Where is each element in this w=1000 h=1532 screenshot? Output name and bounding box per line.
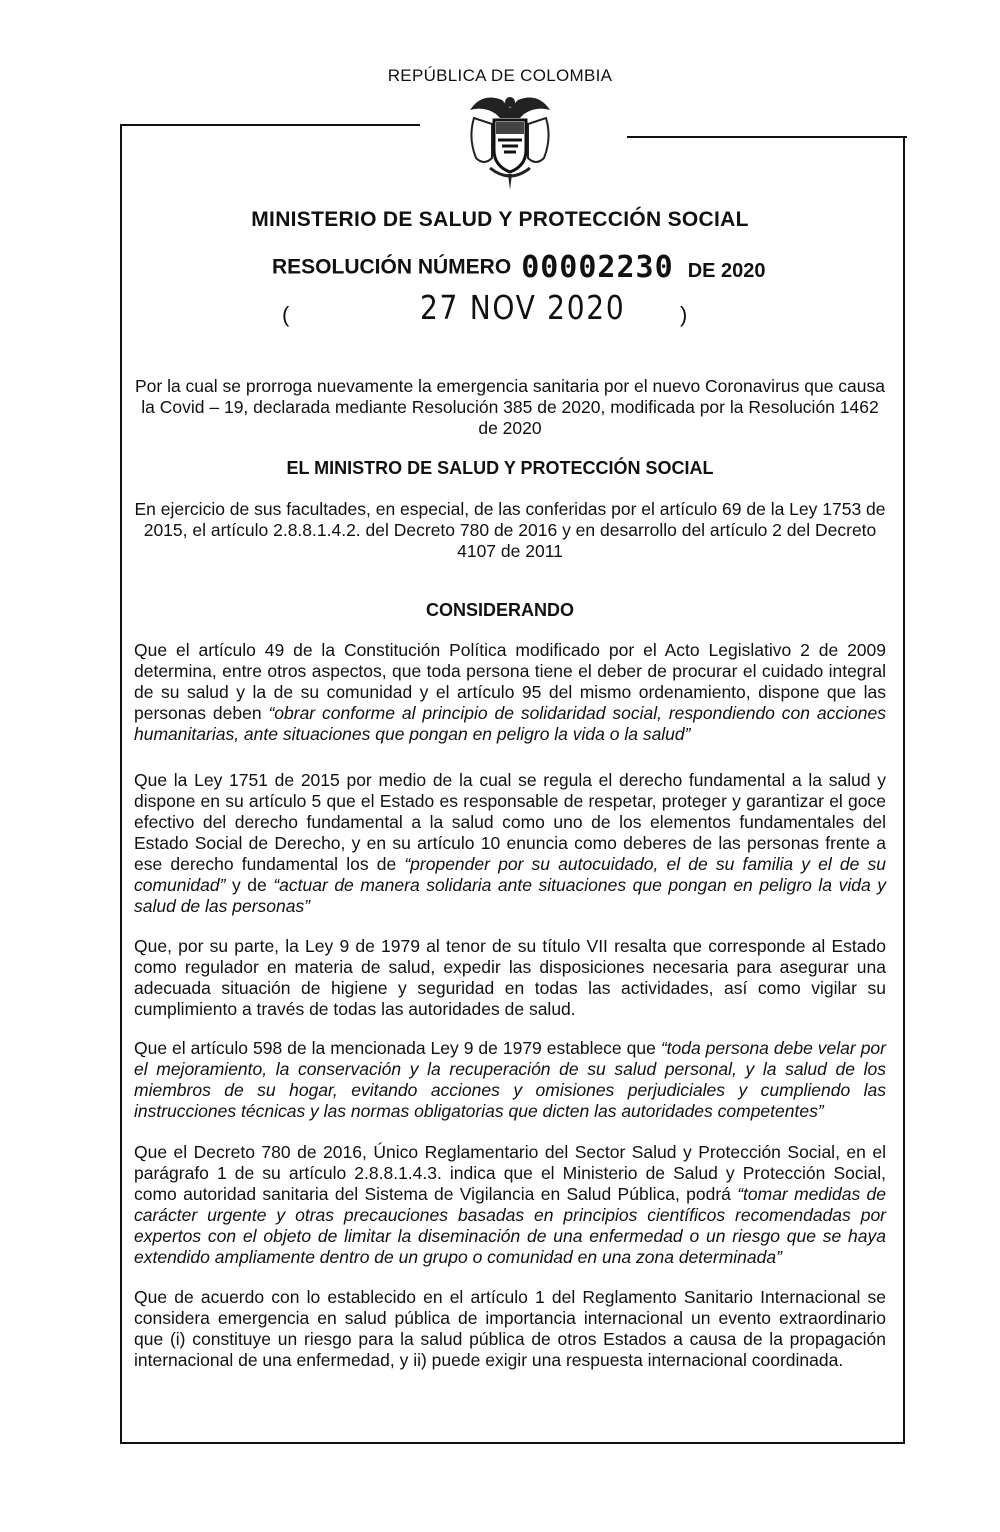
considerando-paragraph-2 [134,770,886,917]
authority-text: En ejercicio de sus facultades, en especial, de las conferidas por el artículo 69 de la Ley 1753 de 2015, el artículo 2.8.8.1.4.2. del Decreto 780 de 2016 y en desarrollo del artículo 2 del Decreto 4107 de 2011 [134,499,886,561]
resolution-summary: Por la cual se prorroga nuevamente la emergencia sanitaria por el nuevo Coronavirus que causa la Covid – 19, declarada mediante Resolución 385 de 2020, modificada por la Resolución 1462 de 2020 [134,376,885,438]
p4-text: Que el artículo 598 de la mencionada Ley 9 de 1979 establece que [134,1038,661,1058]
p4-quote: “toda persona debe velar por el mejoramiento, la conservación y la recuperación de su salud personal, y la salud de los miembros de su hogar, evitando acciones y omisiones perjudiciales y cumpliendo las instrucciones técnicas y las normas obligatorias que dicten las autoridades competentes” [134,1038,886,1121]
resolution-label: RESOLUCIÓN NÚMERO [272,255,512,279]
considerando-paragraph-3: Que, por su parte, la Ley 9 de 1979 al tenor de su título VII resalta que corresponde al Estado como regulador en materia de salud, expedir las disposiciones necesaria para asegurar una adecuada situación de higiene y seguridad en todas las actividades, así como vigilar su cumplimiento a través de todas las autoridades de salud. [134,936,886,1019]
considerando-paragraph-5 [134,1142,886,1268]
frame-left-line [120,124,122,1444]
resolution-year: DE 2020 [687,260,766,282]
resolution-line [272,250,766,285]
date-paren-close: ) [680,302,688,327]
date-stamp: 27 NOV 2020 [420,288,626,327]
authority-title: EL MINISTRO DE SALUD Y PROTECCIÓN SOCIAL [286,458,714,478]
frame-right-line [903,136,905,1444]
p1-quote: “obrar conforme al principio de solidaridad social, respondiendo con acciones humanitarias, ante situaciones que pongan en peligro la vida o la salud” [134,703,886,744]
ministry-title: MINISTERIO DE SALUD Y PROTECCIÓN SOCIAL [251,208,749,231]
p2-text-2: y de [225,875,274,895]
considerando-paragraph-4 [134,1038,886,1122]
p5-text: Que el Decreto 780 de 2016, Único Reglamentario del Sector Salud y Protección Social, en el parágrafo 1 de su artículo 2.8.8.1.4.3. indica que el Ministerio de Salud y Protección Social, como autoridad sanitaria del Sistema de Vigilancia en Salud Pública, podrá [134,1142,886,1204]
p2-quote-1: “propender por su autocuidado, el de su familia y el de su comunidad” [134,854,886,895]
country-title: REPÚBLICA DE COLOMBIA [387,66,613,85]
p2-text-1: Que la Ley 1751 de 2015 por medio de la cual se regula el derecho fundamental a la salud y dispone en su artículo 5 que el Estado es responsable de respetar, proteger y garantizar el goce efectivo del derecho fundamental a la salud como uno de los elementos fundamentales del Estado Social de Derecho, y en su artículo 10 enuncia como deberes de las personas frente a ese derecho fundamental los de [134,770,886,874]
frame-bottom-line [120,1442,905,1444]
considerando-paragraph-1 [134,640,886,745]
frame-top-left-line [120,124,420,126]
p1-text: Que el artículo 49 de la Constitución Política modificado por el Acto Legislativo 2 de 2009 determina, entre otros aspectos, que toda persona tiene el deber de procurar el cuidado integral de su salud y la de su comunidad y el artículo 95 del mismo ordenamiento, dispone que las personas deben [134,640,886,723]
resolution-number: 00002230 [521,250,674,285]
p5-quote: “tomar medidas de carácter urgente y otras precauciones basadas en principios científicos recomendadas por expertos con el objeto de limitar la diseminación de una enfermedad o un riesgo que se haya extendido ampliamente dentro de un grupo o comunidad en una zona determinada” [134,1184,886,1267]
frame-top-right-line [627,136,907,138]
considerando-heading: CONSIDERANDO [425,600,574,620]
date-paren-open: ( [282,302,290,327]
coat-of-arms-icon [462,88,558,192]
p2-quote-2: “actuar de manera solidaria ante situaciones que pongan en peligro la vida y salud de las personas” [134,875,886,916]
considerando-paragraph-6: Que de acuerdo con lo establecido en el artículo 1 del Reglamento Sanitario Internacional se considera emergencia en salud pública de importancia internacional un evento extraordinario que (i) constituye un riesgo para la salud pública de otros Estados a causa de la propagación internacional de una enfermedad, y ii) puede exigir una respuesta internacional coordinada. [134,1287,886,1370]
